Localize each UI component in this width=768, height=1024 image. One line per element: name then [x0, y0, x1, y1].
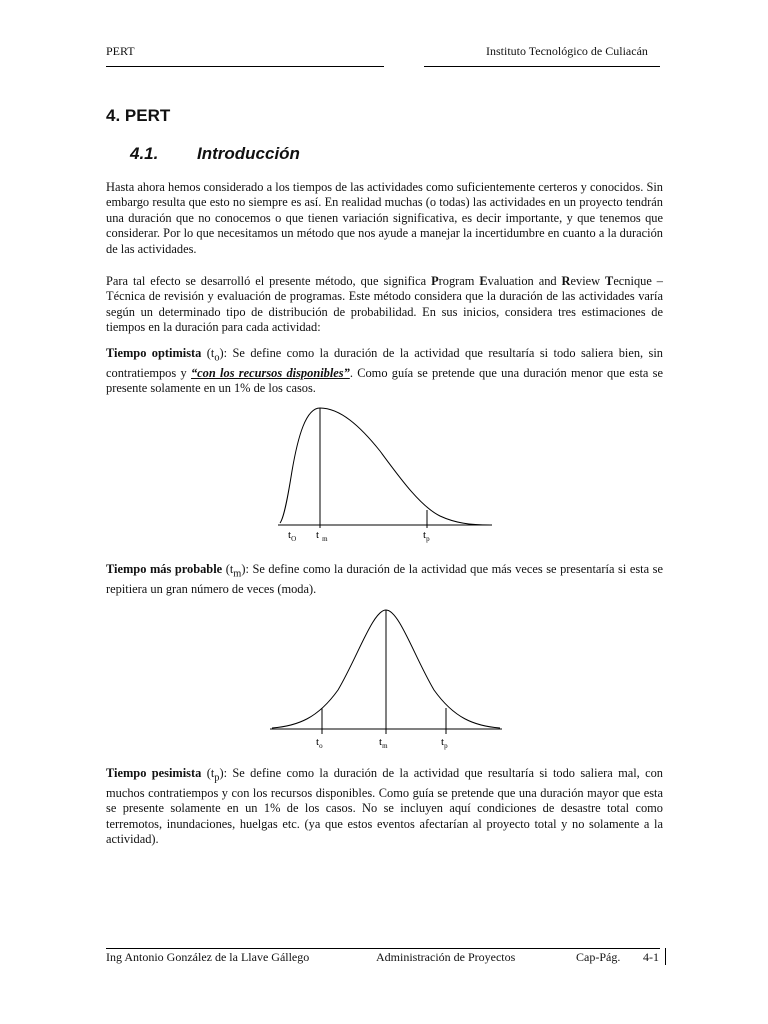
probable-paragraph: Tiempo más probable $(t_m)$: Se define como la duración de la actividad que más veces se presentaría si esta se repitiera un gran número de veces (moda). — [106, 562, 663, 596]
pesimista-paragraph: Tiempo pesimista $(t_p)$: Se define como la duración de la actividad que resultaría si todo saliera mal, con muchos contratiempos y con los recursos disponibles. Como guía se pretende que una duración mayor que esta se presente solamente en un 1% de los casos. No se incluyen aquí condiciones de desastre total como terremotos, inundaciones, huelgas etc. (ya que estos eventos afectarían al proyecto total y no solamente a la actividad). — [106, 766, 664, 847]
footer-page-number: 4-1 — [643, 950, 659, 964]
subsection-label: Introducción — [197, 144, 300, 163]
footer-rule — [106, 948, 660, 949]
label-tp: $t_p$ — [423, 529, 430, 543]
header-left: PERT — [106, 44, 135, 58]
label-tm: $t_m$ — [379, 736, 388, 750]
pesimista-term: Tiempo pesimista — [106, 766, 202, 780]
optimista-term: Tiempo optimista — [106, 346, 202, 360]
subsection-number: 4.1. — [130, 144, 159, 163]
skewed-curve — [280, 408, 490, 525]
footer-vertical-rule — [665, 948, 666, 965]
footer-course: Administración de Proyectos — [376, 950, 516, 964]
skewed-distribution-figure — [270, 396, 500, 546]
footer-author: Ing Antonio González de la Llave Gállego — [106, 950, 310, 964]
intro-paragraph: Hasta ahora hemos considerado a los tiempos de las actividades como suficientemente certeros y conocidos. Sin embargo resulta que esto no siempre es así. En realidad muchas (o todas) las actividades en un proyecto tendrán una duración que no conocemos o que tienen variación significativa, es decir importante, y que tenemos que considerar. Por lo que necesitamos un método que nos ayude a manejar la incertidumbre en cuanto a la duración de las actividades. — [106, 180, 663, 256]
label-to: $t_o$ — [316, 736, 323, 750]
footer-cap-label: Cap-Pág. — [576, 950, 621, 964]
header-right: Instituto Tecnológico de Culiacán — [486, 44, 648, 58]
subsection-title — [130, 144, 300, 164]
probable-term: Tiempo más probable — [106, 562, 223, 576]
optimista-paragraph: Tiempo optimista $(t_o)$: Se define como la duración de la actividad que resultaría si todo saliera bien, sin contratiempos y “con los recursos disponibles”. Como guía se pretende que una duración menor que esta se presente solamente en un 1% de los casos. — [106, 346, 664, 396]
label-tm: t $_m$ — [316, 529, 328, 543]
label-to: $t_O$ — [288, 529, 297, 543]
emphasis-resources: “con los recursos disponibles” — [190, 365, 350, 380]
section-title: 4. PERT — [106, 106, 171, 125]
header-rule-right — [424, 66, 660, 67]
symmetric-distribution-figure — [268, 600, 504, 752]
label-tp: $t_p$ — [441, 736, 448, 750]
header-rule-left — [106, 66, 384, 67]
method-paragraph: Para tal efecto se desarrolló el presente método, que significa Program Evaluation and Review Tecnique – Técnica de revisión y evaluación de programas. Este método considera que la duración de las actividades varía según un determinado tipo de distribución de probabilidad. En sus inicios, considera tres estimaciones de tiempos en la duración para cada actividad: — [106, 274, 663, 335]
